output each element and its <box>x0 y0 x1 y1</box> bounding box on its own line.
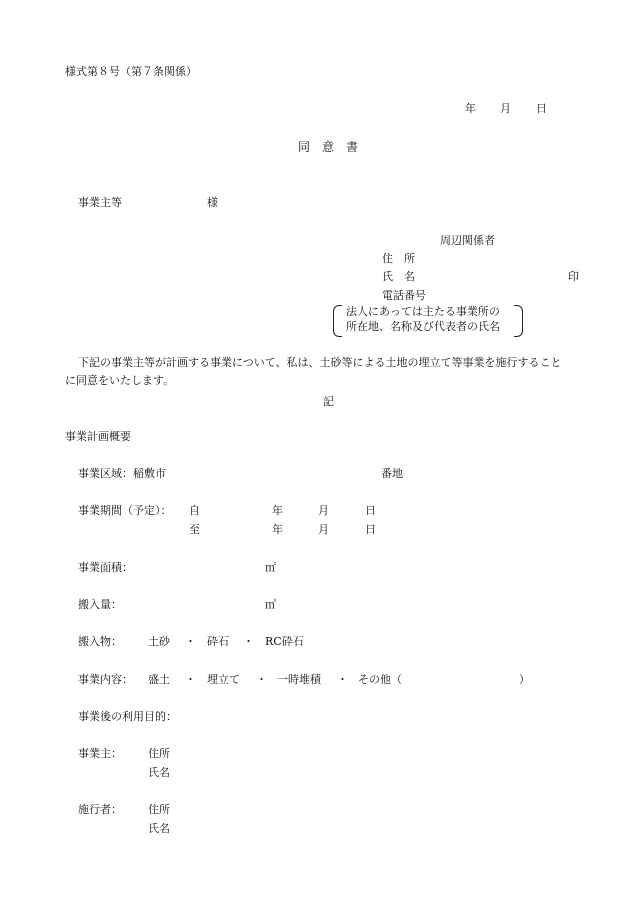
size-label: 事業面積： <box>78 561 133 574</box>
period-to-year: 年 <box>272 523 283 536</box>
owner-name-label: 氏名 <box>148 766 170 779</box>
content-item-3: 一時堆積 <box>277 673 321 686</box>
content-item-4: その他（ <box>358 673 402 686</box>
content-sep-2: ・ <box>256 673 267 686</box>
area-label: 事業区域：稲敷市 <box>78 467 166 480</box>
note-bracket-left <box>333 305 342 337</box>
signer-name-label: 氏 名 <box>382 270 415 283</box>
content-sep-1: ・ <box>185 673 196 686</box>
seal-mark: 印 <box>568 270 579 283</box>
owner-address-label: 住所 <box>148 747 170 760</box>
content-item-2: 埋立て <box>207 673 240 686</box>
period-label: 事業期間（予定）： <box>78 504 172 517</box>
date-day: 日 <box>536 102 547 115</box>
size-unit: ㎡ <box>265 561 276 574</box>
contractor-name-label: 氏名 <box>148 822 170 835</box>
volume-unit: ㎥ <box>265 598 276 611</box>
period-to-day: 日 <box>365 523 376 536</box>
contractor-address-label: 住所 <box>148 803 170 816</box>
period-from-day: 日 <box>365 504 376 517</box>
addressee-label: 事業主等 <box>78 196 122 209</box>
volume-label: 搬入量： <box>78 598 122 611</box>
period-from-month: 月 <box>318 504 329 517</box>
note-bracket-right <box>514 305 523 337</box>
signer-address-label: 住 所 <box>382 252 415 265</box>
content-label: 事業内容： <box>78 673 133 686</box>
area-suffix: 番地 <box>381 467 403 480</box>
signer-note-line1: 法人にあっては主たる事業所の <box>346 305 500 318</box>
contractor-label: 施行者： <box>78 803 122 816</box>
date-year: 年 <box>465 102 476 115</box>
materials-label: 搬入物： <box>78 635 122 648</box>
content-item-1: 盛土 <box>148 673 170 686</box>
signer-heading: 周辺関係者 <box>440 234 495 247</box>
ki-heading: 記 <box>323 395 334 408</box>
date-month: 月 <box>500 102 511 115</box>
period-to-month: 月 <box>318 523 329 536</box>
section-title: 事業計画概要 <box>65 430 131 443</box>
signer-phone-label: 電話番号 <box>382 289 426 302</box>
form-number: 様式第８号（第７条関係） <box>65 65 197 78</box>
signer-note-line2: 所在地、名称及び代表者の氏名 <box>346 320 500 333</box>
material-item-2: 砕石 <box>207 635 229 648</box>
document-title: 同 意 書 <box>298 140 359 154</box>
body-text-line2: に同意をいたします。 <box>65 374 175 387</box>
content-close-paren: ） <box>519 673 530 686</box>
after-use-label: 事業後の利用目的： <box>78 710 177 723</box>
period-from: 自 <box>189 504 200 517</box>
body-text-line1: 下記の事業主等が計画する事業について、私は、土砂等による土地の埋立て等事業を施行すること <box>78 356 562 369</box>
material-item-3: RC砕石 <box>265 635 304 648</box>
addressee-honorific: 様 <box>207 196 218 209</box>
content-sep-3: ・ <box>337 673 348 686</box>
period-from-year: 年 <box>272 504 283 517</box>
owner-label: 事業主： <box>78 747 122 760</box>
material-item-1: 土砂 <box>148 635 170 648</box>
period-to: 至 <box>189 523 200 536</box>
material-sep-2: ・ <box>243 635 254 648</box>
material-sep-1: ・ <box>185 635 196 648</box>
